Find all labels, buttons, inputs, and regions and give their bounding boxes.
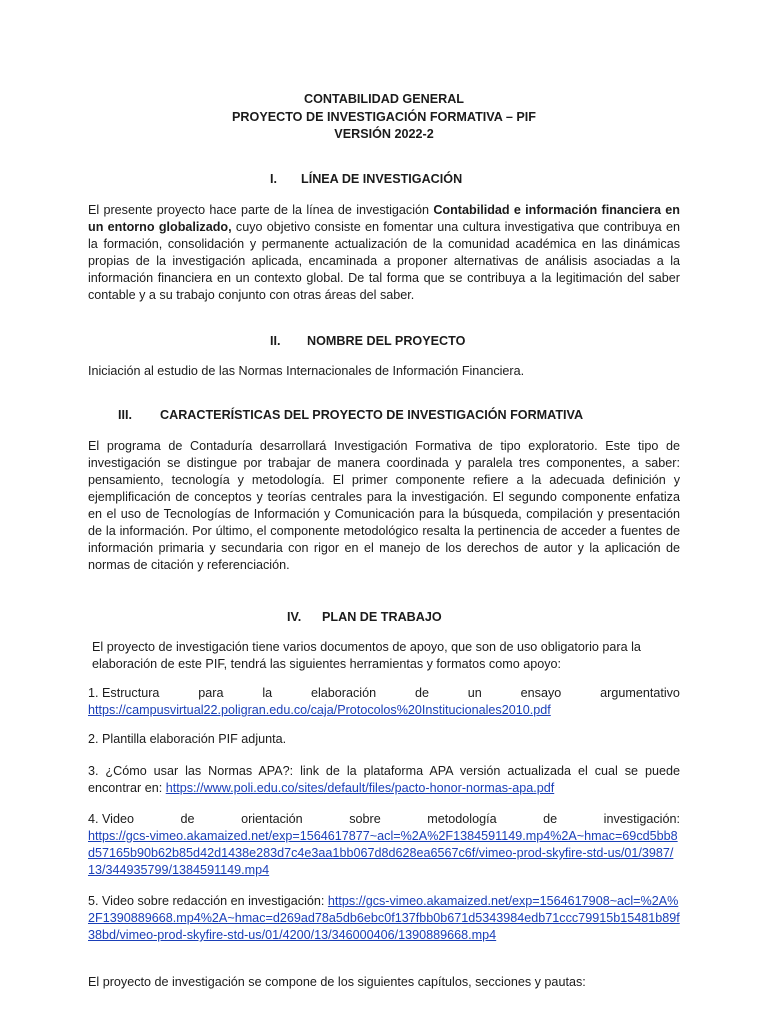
chapters-intro-paragraph: El proyecto de investigación se compone de los siguientes capítulos, secciones y pautas: [88, 975, 586, 989]
document-header [88, 91, 680, 144]
section-3-paragraph: El programa de Contaduría desarrollará Investigación Formativa de tipo exploratorio. Este tipo de investigación se distingue por trabajar de manera coordinada y paralela tres componentes, a saber: pensamiento, tecnología y metodología. El primer componente refiere a la adecuada definición y ejemplificación de conceptos y teorías centrales para la investigación. El segundo componente enfatiza en el uso de Tecnologías de Información y Comunicación para la búsqueda, compilación y presentación de la información. Por último, el componente metodológico resalta la pertinencia de acceder a fuentes de información primaria y secundaria con rigor en el manejo de los derechos de autor y la aplicación de normas de citación y referenciación. [88, 439, 680, 572]
protocol-pdf-link[interactable]: https://campusvirtual22.poligran.edu.co/caja/Protocolos%20Institucionales2010.pdf [88, 703, 551, 717]
writing-video-link[interactable]: https://gcs-vimeo.akamaized.net/exp=1564617908~acl=%2A%2F1390889668.mp4%2A~hmac=d269ad78a5db6ebc0f137fbb0b671d5343984edb71ccc79915b15481b89f38bd/vimeo-prod-skyfire-std-us/01/4200/13/346000406/1390889668.mp4 [88, 894, 680, 942]
list-item-1-text: 1. Estructura para la elaboración de un ensayo argumentativo [88, 686, 680, 700]
section-title: PLAN DE TRABAJO [322, 610, 442, 624]
section-2-paragraph: Iniciación al estudio de las Normas Internacionales de Información Financiera. [88, 364, 525, 378]
section-number: II. [270, 334, 281, 348]
list-item-1 [88, 685, 680, 719]
section-number: I. [270, 172, 277, 186]
version-label: VERSIÓN 2022-2 [334, 127, 434, 141]
section-title: LÍNEA DE INVESTIGACIÓN [301, 172, 463, 186]
research-line-name: Contabilidad e información financiera en un entorno globalizado, [88, 203, 680, 234]
section-number: III. [118, 408, 132, 422]
list-item-4 [88, 811, 680, 879]
section-title: NOMBRE DEL PROYECTO [307, 334, 466, 348]
apa-norms-link[interactable]: https://www.poli.edu.co/sites/default/files/pacto-honor-normas-apa.pdf [165, 781, 555, 795]
section-title: CARACTERÍSTICAS DEL PROYECTO DE INVESTIGACIÓN FORMATIVA [160, 408, 584, 422]
project-title: PROYECTO DE INVESTIGACIÓN FORMATIVA – PIF [232, 109, 536, 124]
list-item-5: 5. Video sobre redacción en investigación: https://gcs-vimeo.akamaized.net/exp=1564617908~acl=%2A%2F1390889668.mp4%2A~hmac=d269ad78a5db6ebc0f137fbb0b671d5343984edb71ccc79915b15481b89f38bd/vimeo-prod-skyfire-std-us/01/4200/13/346000406/1390889668.mp4 [88, 894, 680, 942]
methodology-video-link[interactable]: https://gcs-vimeo.akamaized.net/exp=1564617877~acl=%2A%2F1384591149.mp4%2A~hmac=69cd5bb8d57165b90b62b85d42d1438e283d7c4e3aa1bb067d8d628ea6567c6f/vimeo-prod-skyfire-std-us/01/3987/13/344935799/1384591149.mp4 [88, 829, 678, 877]
plan-intro-paragraph: El proyecto de investigación tiene varios documentos de apoyo, que son de uso obligatorio para la elaboración de este PIF, tendrá las siguientes herramientas y formatos como apoyo: [92, 640, 641, 671]
list-item-3: 3. ¿Cómo usar las Normas APA?: link de la plataforma APA versión actualizada el cual se puede encontrar en: https://www.poli.edu.co/sites/default/files/pacto-honor-normas-apa.pdf [88, 764, 680, 795]
list-item-2: 2. Plantilla elaboración PIF adjunta. [88, 732, 287, 746]
list-item-4-text: 4. Video de orientación sobre metodología de investigación: [88, 812, 680, 826]
section-1-paragraph: El presente proyecto hace parte de la línea de investigación Contabilidad e información financiera en un entorno globalizado, cuyo objetivo consiste en fomentar una cultura investigativa que contribuya en la formación, consolidación y permanente actualización de la comunidad académica en las dinámicas propias de la investigación aplicada, encaminada a proponer alternativas de análisis asociadas a la información financiera en un contexto global. De tal forma que se contribuya a la legitimación del saber contable y a su trabajo conjunto con otras áreas del saber. [88, 203, 680, 302]
section-number: IV. [287, 610, 302, 624]
course-title: CONTABILIDAD GENERAL [304, 92, 464, 106]
